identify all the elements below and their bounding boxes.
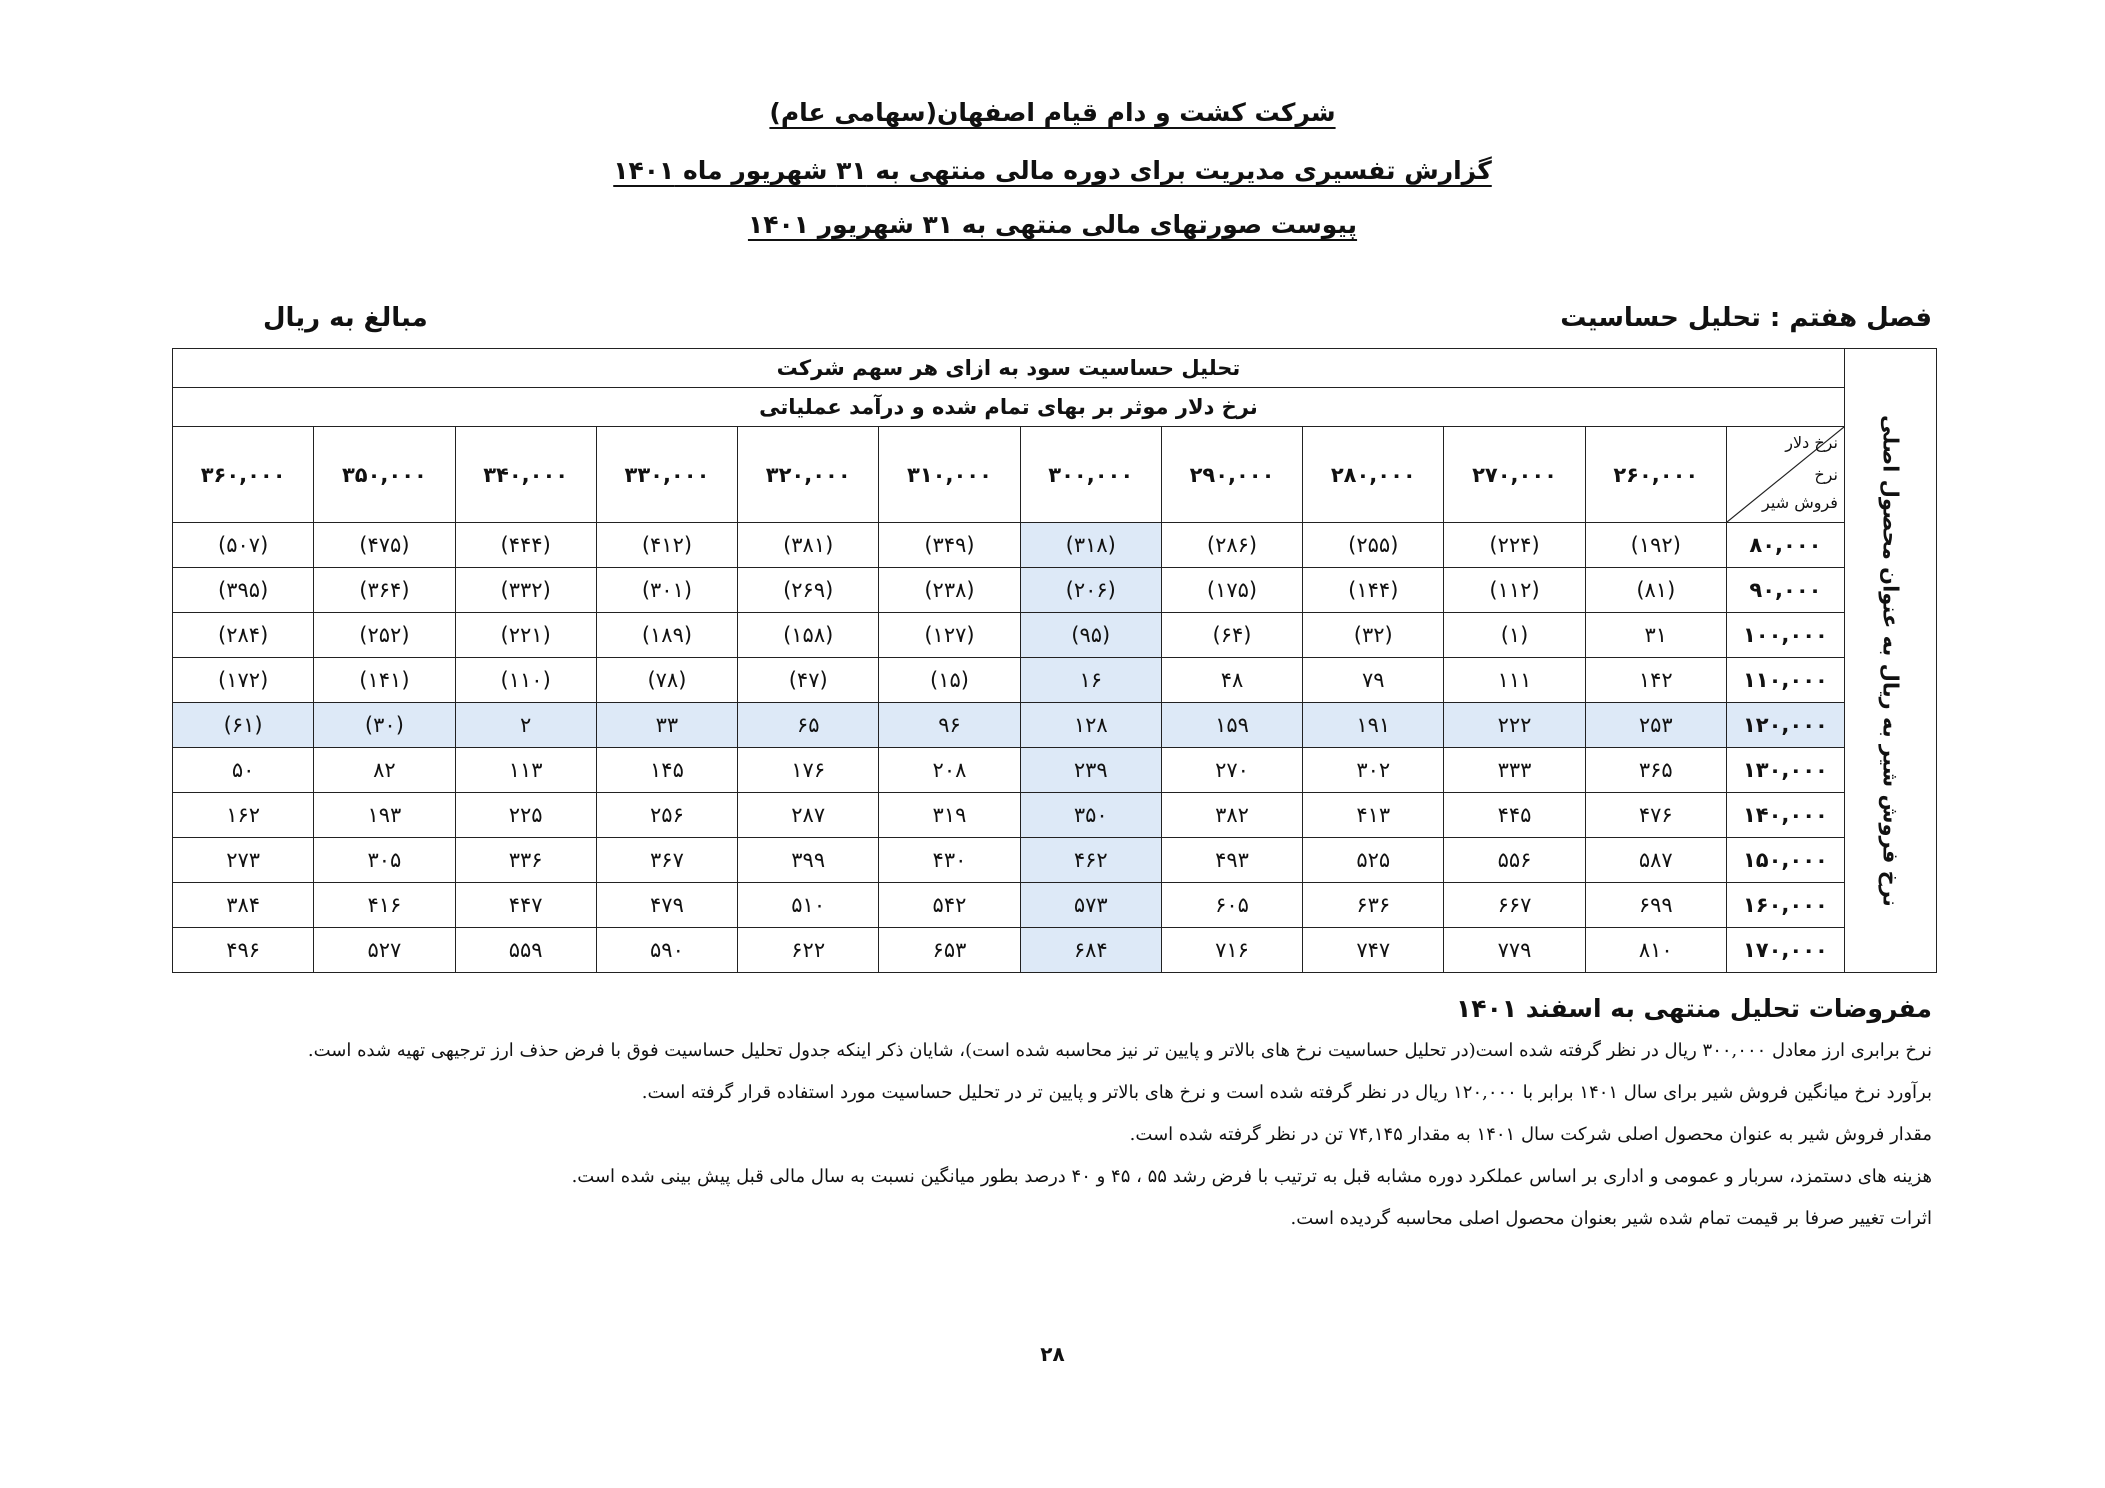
table-cell: (۳۰۱) bbox=[596, 568, 737, 613]
table-cell: (۳۸۱) bbox=[738, 523, 879, 568]
side-axis-label-cell bbox=[1844, 349, 1936, 973]
table-cell: ۵۸۷ bbox=[1585, 838, 1726, 883]
currency-note: مبالغ به ریال bbox=[263, 303, 428, 333]
assumption-note: هزینه های دستمزد، سربار و عمومی و اداری بر اساس عملکرد دوره مشابه قبل به ترتیب با فرض رشد ۵۵ ، ۴۵ و ۴۰ درصد بطور میانگین نسبت به سال مالی قبل پیش بینی شده است. bbox=[571, 1166, 1932, 1187]
column-header: ۳۵۰,۰۰۰ bbox=[314, 427, 455, 523]
table-cell: (۱۴۱) bbox=[314, 658, 455, 703]
table-cell: ۵۵۶ bbox=[1444, 838, 1585, 883]
table-cell: ۴۱۳ bbox=[1303, 793, 1444, 838]
table-cell: ۷۹ bbox=[1303, 658, 1444, 703]
table-row bbox=[173, 568, 1937, 613]
table-cell: (۱) bbox=[1444, 613, 1585, 658]
column-header: ۲۶۰,۰۰۰ bbox=[1585, 427, 1726, 523]
sensitivity-table bbox=[172, 348, 1937, 973]
table-cell: ۱۵۹ bbox=[1161, 703, 1302, 748]
table-cell: ۱۱۱ bbox=[1444, 658, 1585, 703]
row-header: ۱۳۰,۰۰۰ bbox=[1726, 748, 1844, 793]
table-cell: ۴۴۵ bbox=[1444, 793, 1585, 838]
table-cell: (۲۸۴) bbox=[173, 613, 314, 658]
table-cell: ۲۰۸ bbox=[879, 748, 1020, 793]
column-header: ۳۳۰,۰۰۰ bbox=[596, 427, 737, 523]
table-cell: (۷۸) bbox=[596, 658, 737, 703]
table-cell: (۱۱۰) bbox=[455, 658, 596, 703]
table-row bbox=[173, 523, 1937, 568]
table-cell: (۲۸۶) bbox=[1161, 523, 1302, 568]
table-cell: (۳۲) bbox=[1303, 613, 1444, 658]
table-cell: ۴۶۲ bbox=[1020, 838, 1161, 883]
table-cell: (۸۱) bbox=[1585, 568, 1726, 613]
assumption-note: اثرات تغییر صرفا بر قیمت تمام شده شیر بعنوان محصول اصلی محاسبه گردیده است. bbox=[1290, 1208, 1932, 1229]
section-title: فصل هفتم : تحلیل حساسیت bbox=[1560, 303, 1932, 333]
table-cell: ۱۷۶ bbox=[738, 748, 879, 793]
table-cell: ۱۶ bbox=[1020, 658, 1161, 703]
table-subtitle: نرخ دلار موثر بر بهای تمام شده و درآمد عملیاتی bbox=[173, 388, 1845, 427]
table-cell: ۵۲۵ bbox=[1303, 838, 1444, 883]
table-cell: (۱۸۹) bbox=[596, 613, 737, 658]
table-cell: ۲۸۷ bbox=[738, 793, 879, 838]
table-cell: (۴۷) bbox=[738, 658, 879, 703]
table-cell: ۱۶۲ bbox=[173, 793, 314, 838]
table-cell: ۸۲ bbox=[314, 748, 455, 793]
table-cell: (۴۴۴) bbox=[455, 523, 596, 568]
table-cell: ۳۳۳ bbox=[1444, 748, 1585, 793]
table-cell: ۴۳۰ bbox=[879, 838, 1020, 883]
column-header: ۳۱۰,۰۰۰ bbox=[879, 427, 1020, 523]
corner-rate-label: نرخ bbox=[1814, 465, 1838, 484]
table-cell: (۲۵۲) bbox=[314, 613, 455, 658]
table-cell: ۶۲۲ bbox=[738, 928, 879, 973]
assumption-note: مقدار فروش شیر به عنوان محصول اصلی شرکت سال ۱۴۰۱ به مقدار ۷۴,۱۴۵ تن در نظر گرفته شده است. bbox=[1129, 1124, 1932, 1145]
report-title: گزارش تفسیری مدیریت برای دوره مالی منتهی به ۳۱ شهریور ماه ۱۴۰۱ bbox=[613, 156, 1492, 185]
row-header: ۹۰,۰۰۰ bbox=[1726, 568, 1844, 613]
table-cell: ۵۷۳ bbox=[1020, 883, 1161, 928]
table-cell: (۱۷۵) bbox=[1161, 568, 1302, 613]
column-header: ۳۶۰,۰۰۰ bbox=[173, 427, 314, 523]
table-cell: ۲۵۶ bbox=[596, 793, 737, 838]
table-cell: ۳۰۵ bbox=[314, 838, 455, 883]
table-cell: ۷۱۶ bbox=[1161, 928, 1302, 973]
table-cell: ۶۹۹ bbox=[1585, 883, 1726, 928]
column-header: ۲۸۰,۰۰۰ bbox=[1303, 427, 1444, 523]
column-header: ۲۹۰,۰۰۰ bbox=[1161, 427, 1302, 523]
row-header: ۸۰,۰۰۰ bbox=[1726, 523, 1844, 568]
assumption-note: برآورد نرخ میانگین فروش شیر برای سال ۱۴۰۱ برابر با ۱۲۰,۰۰۰ ریال در نظر گرفته شده است و نرخ های بالاتر و پایین تر در تحلیل حساسیت مورد استفاده قرار گرفته است. bbox=[641, 1082, 1932, 1103]
table-cell: ۶۳۶ bbox=[1303, 883, 1444, 928]
table-cell: (۲۳۸) bbox=[879, 568, 1020, 613]
column-header: ۳۴۰,۰۰۰ bbox=[455, 427, 596, 523]
table-cell: (۶۱) bbox=[173, 703, 314, 748]
table-cell: ۲ bbox=[455, 703, 596, 748]
company-title: شرکت کشت و دام قیام اصفهان(سهامی عام) bbox=[769, 98, 1336, 127]
table-cell: ۵۵۹ bbox=[455, 928, 596, 973]
table-cell: (۲۰۶) bbox=[1020, 568, 1161, 613]
table-cell: ۵۹۰ bbox=[596, 928, 737, 973]
table-cell: ۷۴۷ bbox=[1303, 928, 1444, 973]
row-header: ۱۷۰,۰۰۰ bbox=[1726, 928, 1844, 973]
table-cell: ۱۹۳ bbox=[314, 793, 455, 838]
table-cell: (۳۱۸) bbox=[1020, 523, 1161, 568]
corner-header-cell bbox=[1726, 427, 1844, 523]
table-cell: ۳۳ bbox=[596, 703, 737, 748]
table-row bbox=[173, 613, 1937, 658]
table-cell: ۳۸۴ bbox=[173, 883, 314, 928]
table-cell: ۴۹۳ bbox=[1161, 838, 1302, 883]
table-cell: ۳۶۵ bbox=[1585, 748, 1726, 793]
row-header: ۱۵۰,۰۰۰ bbox=[1726, 838, 1844, 883]
table-cell: ۳۶۷ bbox=[596, 838, 737, 883]
table-row bbox=[173, 928, 1937, 973]
table-cell: ۴۷۶ bbox=[1585, 793, 1726, 838]
table-cell: (۲۶۹) bbox=[738, 568, 879, 613]
table-cell: ۵۰ bbox=[173, 748, 314, 793]
table-cell: ۴۸ bbox=[1161, 658, 1302, 703]
row-header: ۱۱۰,۰۰۰ bbox=[1726, 658, 1844, 703]
table-cell: ۱۹۱ bbox=[1303, 703, 1444, 748]
table-cell: (۱۲۷) bbox=[879, 613, 1020, 658]
table-cell: ۴۱۶ bbox=[314, 883, 455, 928]
table-row bbox=[173, 883, 1937, 928]
column-header: ۳۲۰,۰۰۰ bbox=[738, 427, 879, 523]
table-cell: ۳۱ bbox=[1585, 613, 1726, 658]
corner-milk-sale-label: فروش شیر bbox=[1762, 493, 1838, 512]
table-cell: ۲۳۹ bbox=[1020, 748, 1161, 793]
table-cell: ۴۴۷ bbox=[455, 883, 596, 928]
assumptions-title: مفروضات تحلیل منتهی به اسفند ۱۴۰۱ bbox=[1456, 994, 1932, 1023]
table-cell: ۱۴۲ bbox=[1585, 658, 1726, 703]
table-cell: ۶۵ bbox=[738, 703, 879, 748]
table-cell: ۵۱۰ bbox=[738, 883, 879, 928]
table-row bbox=[173, 748, 1937, 793]
table-cell: ۳۹۹ bbox=[738, 838, 879, 883]
row-header: ۱۴۰,۰۰۰ bbox=[1726, 793, 1844, 838]
appendix-title: پیوست صورتهای مالی منتهی به ۳۱ شهریور ۱۴۰۱ bbox=[747, 210, 1358, 239]
table-cell: ۱۲۸ bbox=[1020, 703, 1161, 748]
table-cell: ۶۸۴ bbox=[1020, 928, 1161, 973]
table-cell: ۳۰۲ bbox=[1303, 748, 1444, 793]
table-cell: (۱۵) bbox=[879, 658, 1020, 703]
table-cell: ۹۶ bbox=[879, 703, 1020, 748]
table-cell: (۵۰۷) bbox=[173, 523, 314, 568]
table-row bbox=[173, 703, 1937, 748]
table-row bbox=[173, 793, 1937, 838]
table-cell: (۱۹۲) bbox=[1585, 523, 1726, 568]
table-cell: ۳۸۲ bbox=[1161, 793, 1302, 838]
table-cell: (۶۴) bbox=[1161, 613, 1302, 658]
table-cell: (۲۲۱) bbox=[455, 613, 596, 658]
row-header: ۱۰۰,۰۰۰ bbox=[1726, 613, 1844, 658]
row-header: ۱۶۰,۰۰۰ bbox=[1726, 883, 1844, 928]
table-cell: ۵۲۷ bbox=[314, 928, 455, 973]
table-cell: ۶۶۷ bbox=[1444, 883, 1585, 928]
table-cell: (۱۵۸) bbox=[738, 613, 879, 658]
column-header: ۲۷۰,۰۰۰ bbox=[1444, 427, 1585, 523]
table-cell: ۸۱۰ bbox=[1585, 928, 1726, 973]
table-cell: (۲۲۴) bbox=[1444, 523, 1585, 568]
table-cell: ۵۴۲ bbox=[879, 883, 1020, 928]
column-header-row bbox=[173, 427, 1937, 523]
table-cell: (۳۳۲) bbox=[455, 568, 596, 613]
table-cell: (۱۷۲) bbox=[173, 658, 314, 703]
column-header: ۳۰۰,۰۰۰ bbox=[1020, 427, 1161, 523]
table-cell: (۳۰) bbox=[314, 703, 455, 748]
table-cell: ۱۱۳ bbox=[455, 748, 596, 793]
table-cell: ۲۷۳ bbox=[173, 838, 314, 883]
table-cell: ۴۹۶ bbox=[173, 928, 314, 973]
table-row bbox=[173, 838, 1937, 883]
table-cell: ۱۴۵ bbox=[596, 748, 737, 793]
table-cell: ۶۵۳ bbox=[879, 928, 1020, 973]
table-cell: ۲۷۰ bbox=[1161, 748, 1302, 793]
table-cell: ۳۱۹ bbox=[879, 793, 1020, 838]
table-cell: (۴۱۲) bbox=[596, 523, 737, 568]
page-number: ۲۸ bbox=[1040, 1342, 1065, 1366]
table-cell: (۹۵) bbox=[1020, 613, 1161, 658]
row-header: ۱۲۰,۰۰۰ bbox=[1726, 703, 1844, 748]
table-cell: (۳۴۹) bbox=[879, 523, 1020, 568]
table-cell: ۴۷۹ bbox=[596, 883, 737, 928]
table-cell: ۲۲۲ bbox=[1444, 703, 1585, 748]
table-cell: (۳۹۵) bbox=[173, 568, 314, 613]
table-cell: ۷۷۹ bbox=[1444, 928, 1585, 973]
table-title: تحلیل حساسیت سود به ازای هر سهم شرکت bbox=[173, 349, 1845, 388]
table-cell: (۱۴۴) bbox=[1303, 568, 1444, 613]
table-cell: (۳۶۴) bbox=[314, 568, 455, 613]
side-axis-label: نرخ فروش شیر به ریال به عنوان محصول اصلی bbox=[1878, 414, 1903, 907]
table-cell: (۴۷۵) bbox=[314, 523, 455, 568]
table-cell: ۲۲۵ bbox=[455, 793, 596, 838]
assumption-note: نرخ برابری ارز معادل ۳۰۰,۰۰۰ ریال در نظر گرفته شده است(در تحلیل حساسیت نرخ های بالاتر و پایین تر نیز محاسبه شده است)، شایان ذکر اینکه جدول تحلیل حساسیت فوق با فرض حذف ارز ترجیهی تهیه شده است. bbox=[307, 1040, 1932, 1061]
table-cell: ۲۵۳ bbox=[1585, 703, 1726, 748]
table-cell: (۲۵۵) bbox=[1303, 523, 1444, 568]
corner-dollar-rate-label: نرخ دلار bbox=[1785, 433, 1838, 452]
table-cell: ۶۰۵ bbox=[1161, 883, 1302, 928]
table-cell: (۱۱۲) bbox=[1444, 568, 1585, 613]
table-cell: ۳۳۶ bbox=[455, 838, 596, 883]
table-cell: ۳۵۰ bbox=[1020, 793, 1161, 838]
table-row bbox=[173, 658, 1937, 703]
